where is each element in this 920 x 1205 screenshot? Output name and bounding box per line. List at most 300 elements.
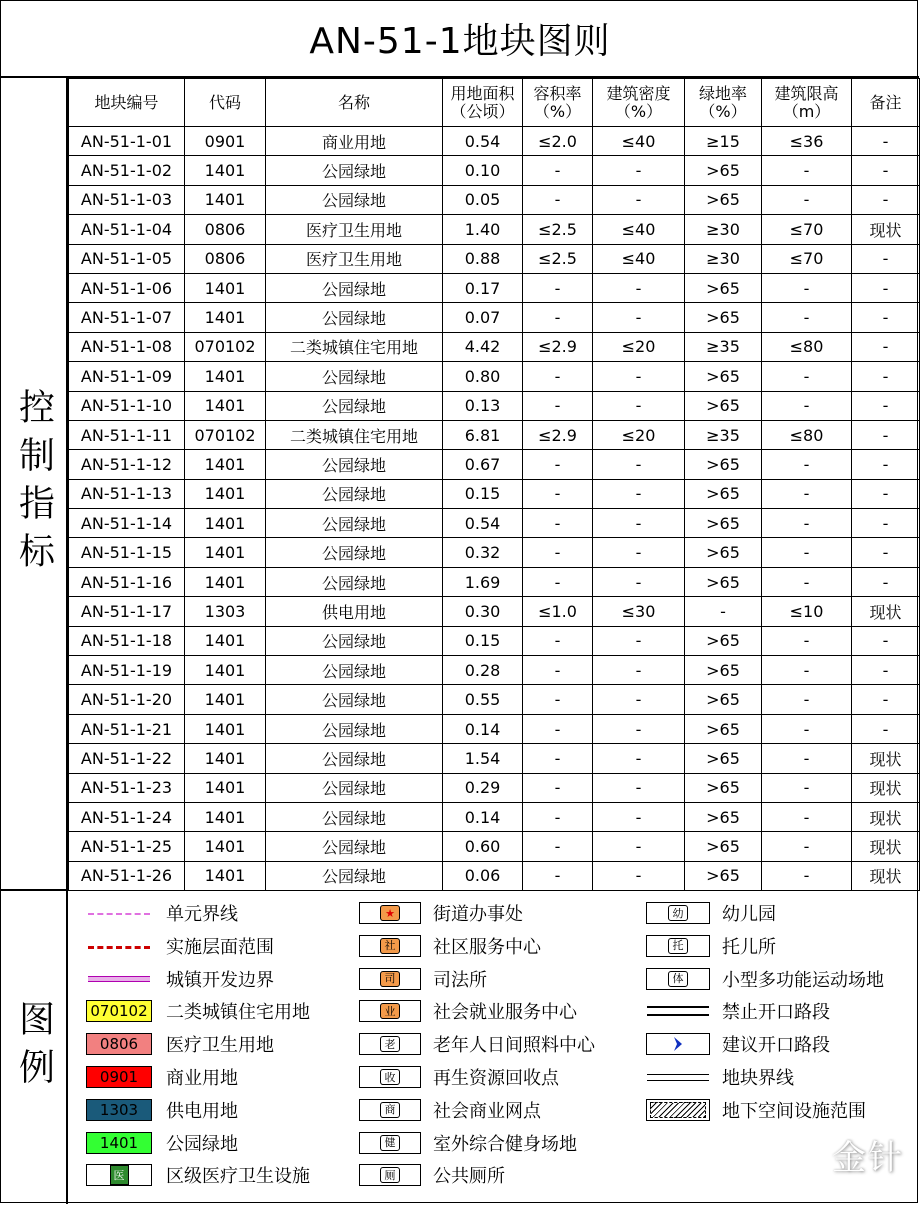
dashed-line-icon (88, 913, 150, 915)
table-row (69, 802, 920, 831)
table-cell: 0.14 (443, 714, 523, 743)
land-use-swatch (86, 1099, 152, 1121)
star-icon: ★ (380, 905, 400, 921)
table-cell: - (523, 773, 593, 802)
table-cell: 1401 (185, 185, 266, 214)
table-cell: 现状 (852, 802, 920, 831)
table-cell: AN-51-1-07 (69, 303, 185, 332)
legend-item (646, 1063, 794, 1091)
table-cell: - (852, 685, 920, 714)
table-cell: >65 (685, 185, 762, 214)
column-header-unit: （公顷） (450, 101, 515, 121)
table-row (69, 244, 920, 273)
legend-label: 商业用地 (166, 1068, 238, 1089)
table-cell: 0901 (185, 127, 266, 156)
table-cell: AN-51-1-01 (69, 127, 185, 156)
column-header-label: 建筑限高 (774, 83, 839, 103)
table-row (69, 156, 920, 185)
table-cell: AN-51-1-19 (69, 656, 185, 685)
table-cell: ≥35 (685, 420, 762, 449)
table-cell: AN-51-1-09 (69, 362, 185, 391)
table-cell: - (523, 391, 593, 420)
table-cell: - (593, 685, 685, 714)
legend-label: 司法所 (433, 969, 487, 991)
table-cell: >65 (685, 744, 762, 773)
table-cell: 商业用地 (266, 127, 443, 156)
table-cell: AN-51-1-06 (69, 273, 185, 302)
table-cell: ≤36 (762, 127, 852, 156)
parcel-boundary-icon (647, 1074, 709, 1081)
table-cell: 公园绿地 (266, 273, 443, 302)
table-cell: - (523, 685, 593, 714)
legend-item (646, 899, 776, 927)
table-cell: 公园绿地 (266, 538, 443, 567)
legend-label: 公园绿地 (166, 1133, 238, 1155)
table-cell: >65 (685, 391, 762, 420)
table-cell: 1401 (185, 156, 266, 185)
table-cell: - (593, 156, 685, 185)
legend-label: 区级医疗卫生设施 (166, 1166, 310, 1188)
table-cell: - (762, 832, 852, 861)
table-cell: - (523, 832, 593, 861)
legend-label: 城镇开发边界 (166, 969, 274, 991)
table-cell: 公园绿地 (266, 773, 443, 802)
table-cell: >65 (685, 479, 762, 508)
table-cell: 现状 (852, 597, 920, 626)
table-cell: >65 (685, 773, 762, 802)
table-cell: >65 (685, 450, 762, 479)
column-header-unit: （%） (533, 101, 582, 121)
table-cell: - (523, 185, 593, 214)
table-cell: - (762, 626, 852, 655)
table-cell: - (852, 273, 920, 302)
table-cell: 1401 (185, 479, 266, 508)
table-row (69, 391, 920, 420)
table-cell: AN-51-1-04 (69, 215, 185, 244)
table-cell: 1401 (185, 509, 266, 538)
table-cell: - (593, 567, 685, 596)
table-cell: 1.54 (443, 744, 523, 773)
double-line-symbol (86, 968, 152, 990)
table-cell: AN-51-1-18 (69, 626, 185, 655)
table-cell: >65 (685, 861, 762, 890)
table-cell: 现状 (852, 215, 920, 244)
table-cell: - (762, 538, 852, 567)
legend-label: 社会就业服务中心 (433, 1002, 577, 1024)
table-cell: 0806 (185, 215, 266, 244)
table-cell: >65 (685, 802, 762, 831)
table-cell: - (593, 273, 685, 302)
legend-label: 公共厕所 (433, 1166, 505, 1188)
table-cell: - (762, 156, 852, 185)
thick-double-line-symbol (646, 1000, 710, 1022)
table-cell: - (593, 744, 685, 773)
table-cell: >65 (685, 626, 762, 655)
table-cell: - (762, 479, 852, 508)
legend-label: 托儿所 (722, 936, 776, 958)
legend-label: 禁止开口路段 (722, 1002, 830, 1024)
table-cell: 现状 (852, 744, 920, 773)
table-cell: ≤40 (593, 244, 685, 273)
table-cell: - (685, 597, 762, 626)
table-cell: - (523, 656, 593, 685)
legend-label: 小型多功能运动场地 (722, 969, 884, 991)
table-cell: >65 (685, 156, 762, 185)
legend-item (86, 1063, 238, 1091)
table-cell: - (523, 362, 593, 391)
table-cell: 0.88 (443, 244, 523, 273)
column-header-label: 容积率 (533, 83, 582, 103)
table-cell: >65 (685, 509, 762, 538)
commerce-icon: 商 (380, 1102, 400, 1118)
table-cell: >65 (685, 362, 762, 391)
table-cell: 公园绿地 (266, 626, 443, 655)
table-cell: ≤10 (762, 597, 852, 626)
toilet-icon: 厕 (380, 1167, 400, 1183)
table-cell: - (762, 450, 852, 479)
legend (68, 891, 919, 1204)
table-cell: ≤80 (762, 332, 852, 361)
facility-symbol (359, 902, 421, 924)
table-cell: - (523, 567, 593, 596)
table-cell: - (852, 127, 920, 156)
table-cell: AN-51-1-16 (69, 567, 185, 596)
table-cell: - (593, 861, 685, 890)
table-cell: AN-51-1-10 (69, 391, 185, 420)
table-cell: AN-51-1-02 (69, 156, 185, 185)
table-cell: - (762, 273, 852, 302)
table-row (69, 450, 920, 479)
double-line-symbol (646, 1066, 710, 1088)
table-cell: 公园绿地 (266, 861, 443, 890)
facility-symbol (359, 1132, 421, 1154)
table-cell: 现状 (852, 832, 920, 861)
table-row (69, 332, 920, 361)
table-row (69, 362, 920, 391)
table-cell: - (593, 802, 685, 831)
hatch-symbol (646, 1099, 710, 1121)
column-header (69, 79, 185, 127)
facility-symbol (359, 1099, 421, 1121)
table-cell: 070102 (185, 332, 266, 361)
table-cell: AN-51-1-12 (69, 450, 185, 479)
table-cell: - (523, 450, 593, 479)
table-cell: 1401 (185, 538, 266, 567)
table-cell: 1401 (185, 391, 266, 420)
watermark: 金针 (832, 1138, 904, 1178)
facility-symbol (359, 1066, 421, 1088)
legend-item (646, 965, 884, 993)
table-row (69, 685, 920, 714)
table-cell: 0.17 (443, 273, 523, 302)
legend-label: 社区服务中心 (433, 936, 541, 958)
legend-item (86, 932, 274, 960)
column-header-label: 备注 (869, 92, 902, 112)
column-header-unit: （%） (614, 101, 663, 121)
table-cell: 0.29 (443, 773, 523, 802)
table-body (69, 127, 920, 891)
table-row (69, 656, 920, 685)
table-cell: 供电用地 (266, 597, 443, 626)
table-cell: ≤20 (593, 332, 685, 361)
table-row (69, 714, 920, 743)
closed-road-icon (647, 1006, 709, 1016)
table-row (69, 273, 920, 302)
legend-label: 供电用地 (166, 1100, 238, 1122)
table-cell: - (593, 450, 685, 479)
table-cell: - (762, 656, 852, 685)
table-row (69, 215, 920, 244)
table-cell: >65 (685, 656, 762, 685)
legend-item (359, 1030, 595, 1058)
facility-symbol (359, 935, 421, 957)
table-cell: - (852, 479, 920, 508)
table-cell: 0.32 (443, 538, 523, 567)
table-cell: - (593, 773, 685, 802)
table-cell: - (762, 802, 852, 831)
legend-item (86, 899, 238, 927)
table-cell: - (523, 861, 593, 890)
legend-label: 单元界线 (166, 904, 238, 925)
legend-label: 建议开口路段 (722, 1035, 830, 1057)
column-header-label: 绿地率 (698, 83, 747, 103)
column-header (443, 79, 523, 127)
table-cell: - (852, 303, 920, 332)
column-header-unit: （m） (782, 101, 831, 121)
table-cell: - (762, 744, 852, 773)
table-cell: 0.30 (443, 597, 523, 626)
table-row (69, 744, 920, 773)
table-cell: - (852, 362, 920, 391)
fitness-icon: 健 (380, 1135, 400, 1151)
table-cell: ≥30 (685, 215, 762, 244)
table-cell: - (523, 156, 593, 185)
table-cell: - (593, 362, 685, 391)
table-cell: 1401 (185, 450, 266, 479)
community-icon: 社 (380, 938, 400, 954)
table-cell: AN-51-1-22 (69, 744, 185, 773)
table-cell: 二类城镇住宅用地 (266, 332, 443, 361)
legend-label (1, 891, 68, 1204)
facility-symbol (359, 1164, 421, 1186)
column-header (593, 79, 685, 127)
table-cell: 0806 (185, 244, 266, 273)
table-cell: 1401 (185, 685, 266, 714)
legend-label: 二类城镇住宅用地 (166, 1002, 310, 1024)
table-cell: 4.42 (443, 332, 523, 361)
table-cell: >65 (685, 567, 762, 596)
column-header (685, 79, 762, 127)
land-use-swatch (86, 1066, 152, 1088)
legend-item (86, 1096, 238, 1124)
table-cell: - (523, 303, 593, 332)
table-cell: - (762, 303, 852, 332)
table-cell: >65 (685, 303, 762, 332)
table-cell: ≤2.0 (523, 127, 593, 156)
table-cell: ≤2.9 (523, 332, 593, 361)
table-cell: - (852, 626, 920, 655)
table-cell: - (852, 156, 920, 185)
legend-text: 图例 (13, 999, 55, 1096)
table-row (69, 538, 920, 567)
legend-item (359, 1096, 541, 1124)
table-cell: 0.10 (443, 156, 523, 185)
table-cell: 1401 (185, 744, 266, 773)
table-cell: 公园绿地 (266, 479, 443, 508)
table-cell: 公园绿地 (266, 832, 443, 861)
table-cell: 1401 (185, 773, 266, 802)
facility-icon: 托 (668, 938, 688, 954)
table-cell: 二类城镇住宅用地 (266, 420, 443, 449)
table-row (69, 127, 920, 156)
table-row (69, 420, 920, 449)
legend-item (646, 1030, 830, 1058)
table-cell: 公园绿地 (266, 509, 443, 538)
dashed-line-icon (88, 946, 150, 949)
table-cell: 公园绿地 (266, 391, 443, 420)
table-cell: - (852, 391, 920, 420)
table-cell: 1.69 (443, 567, 523, 596)
legend-label: 社会商业网点 (433, 1100, 541, 1122)
table-cell: >65 (685, 832, 762, 861)
table-cell: - (852, 714, 920, 743)
table-cell: >65 (685, 685, 762, 714)
table-cell: ≥35 (685, 332, 762, 361)
judicial-icon: 司 (380, 971, 400, 987)
table-cell: AN-51-1-15 (69, 538, 185, 567)
table-cell: ≥15 (685, 127, 762, 156)
table-cell: ≤2.9 (523, 420, 593, 449)
legend-item (359, 1129, 577, 1157)
column-header (266, 79, 443, 127)
badge-symbol (646, 902, 710, 924)
table-cell: 公园绿地 (266, 656, 443, 685)
table-cell: AN-51-1-24 (69, 802, 185, 831)
land-use-code: 1303 (99, 1100, 139, 1119)
table-cell: - (852, 567, 920, 596)
table-cell: 0.80 (443, 362, 523, 391)
table-cell: - (523, 538, 593, 567)
table-cell: 公园绿地 (266, 685, 443, 714)
column-header (852, 79, 920, 127)
control-indicators-label (1, 78, 68, 891)
table-cell: AN-51-1-11 (69, 420, 185, 449)
legend-item (646, 1096, 866, 1124)
legend-item (86, 1129, 238, 1157)
table-cell: 公园绿地 (266, 714, 443, 743)
table-cell: 1401 (185, 861, 266, 890)
table-cell: - (762, 685, 852, 714)
land-use-code: 0901 (99, 1068, 139, 1086)
table-cell: 0.28 (443, 656, 523, 685)
table-cell: 1401 (185, 362, 266, 391)
table-cell: AN-51-1-08 (69, 332, 185, 361)
table-cell: - (852, 509, 920, 538)
column-header-label: 用地面积 (450, 83, 515, 103)
table-row (69, 479, 920, 508)
table-cell: ≤40 (593, 127, 685, 156)
table-cell: ≤2.5 (523, 215, 593, 244)
table-cell: 1.40 (443, 215, 523, 244)
land-use-code: 1401 (99, 1133, 139, 1152)
table-cell: 医疗卫生用地 (266, 215, 443, 244)
table-cell: ≤1.0 (523, 597, 593, 626)
table-cell: - (523, 744, 593, 773)
table-cell: AN-51-1-21 (69, 714, 185, 743)
table-cell: - (593, 538, 685, 567)
legend-item (86, 1030, 274, 1058)
column-header-label: 名称 (337, 92, 370, 112)
land-use-swatch (86, 1132, 152, 1154)
facility-icon: 幼 (668, 905, 688, 921)
table-cell: - (762, 773, 852, 802)
table-cell: 0.54 (443, 127, 523, 156)
table-cell: - (762, 861, 852, 890)
legend-item (359, 899, 523, 927)
column-header-label: 建筑密度 (606, 83, 671, 103)
chevron-right-icon (671, 1036, 685, 1052)
table-cell: >65 (685, 714, 762, 743)
table-cell: - (852, 185, 920, 214)
table-cell: 公园绿地 (266, 744, 443, 773)
legend-item (359, 1161, 505, 1189)
table-cell: 1401 (185, 802, 266, 831)
table-cell: ≤70 (762, 244, 852, 273)
recycle-icon: 收 (380, 1069, 400, 1085)
legend-label: 医疗卫生用地 (166, 1035, 274, 1057)
column-header (762, 79, 852, 127)
table-cell: - (593, 185, 685, 214)
hatch-pattern-icon (650, 1102, 706, 1118)
employment-icon: 业 (380, 1003, 400, 1019)
table-row (69, 832, 920, 861)
table-row (69, 185, 920, 214)
table-cell: ≤20 (593, 420, 685, 449)
page-title: AN-51-1地块图则 (1, 1, 919, 78)
table-cell: 公园绿地 (266, 567, 443, 596)
table-cell: ≤40 (593, 215, 685, 244)
table-cell: 0.07 (443, 303, 523, 332)
table-cell: 公园绿地 (266, 450, 443, 479)
legend-item (359, 965, 487, 993)
land-use-code: 070102 (90, 1002, 148, 1021)
table-cell: 公园绿地 (266, 303, 443, 332)
table-cell: AN-51-1-20 (69, 685, 185, 714)
table-cell: 1401 (185, 832, 266, 861)
table-row (69, 626, 920, 655)
table-cell: AN-51-1-25 (69, 832, 185, 861)
table-cell: AN-51-1-05 (69, 244, 185, 273)
facility-symbol (359, 1033, 421, 1055)
table-cell: 医疗卫生用地 (266, 244, 443, 273)
table-cell: - (593, 832, 685, 861)
table-cell: - (593, 303, 685, 332)
legend-item (86, 1161, 310, 1189)
table-cell: - (523, 273, 593, 302)
table-row (69, 303, 920, 332)
table-cell: 0.15 (443, 626, 523, 655)
table-cell: 1401 (185, 303, 266, 332)
legend-label: 实施层面范围 (166, 936, 274, 958)
table-cell: 1401 (185, 656, 266, 685)
table-cell: - (593, 479, 685, 508)
indicator-table (68, 78, 920, 891)
elderly-icon: 老 (380, 1036, 400, 1052)
double-line-icon (88, 976, 150, 982)
land-use-swatch (86, 1033, 152, 1055)
column-header (185, 79, 266, 127)
control-indicators-text: 控制指标 (13, 387, 55, 580)
